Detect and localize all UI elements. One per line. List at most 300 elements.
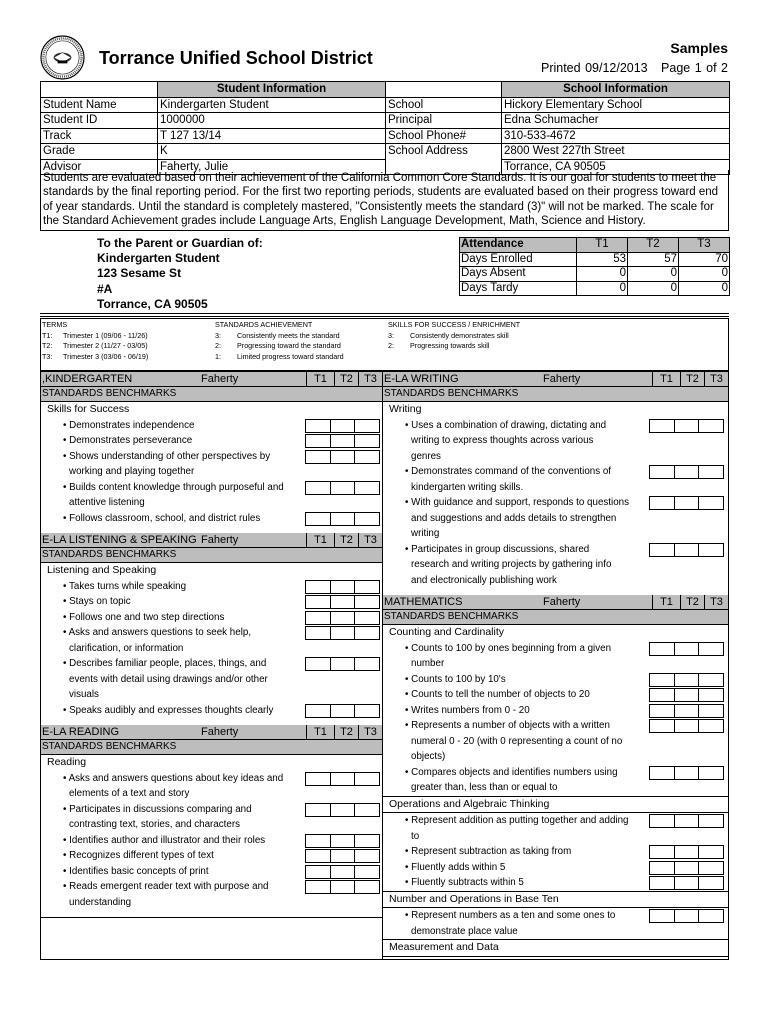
grade-box[interactable] <box>698 688 724 702</box>
student-value: K <box>158 144 386 160</box>
grade-box[interactable] <box>330 865 356 879</box>
grade-boxes <box>306 434 380 448</box>
grade-box[interactable] <box>649 909 675 923</box>
section-teacher: Faherty <box>201 534 239 546</box>
grade-box[interactable] <box>354 657 380 671</box>
district-seal-logo <box>40 35 85 80</box>
grade-box[interactable] <box>330 657 356 671</box>
grade-box[interactable] <box>698 876 724 890</box>
benchmark-item <box>41 594 382 610</box>
grade-box[interactable] <box>305 611 331 625</box>
benchmark-text: • Represent addition as putting together and adding <box>405 815 629 826</box>
grade-box[interactable] <box>649 496 675 510</box>
grade-boxes <box>306 580 380 594</box>
grade-box[interactable] <box>674 814 700 828</box>
grade-box[interactable] <box>305 626 331 640</box>
student-value: Faherty, Julie <box>158 159 386 175</box>
benchmark-item <box>41 610 382 626</box>
attendance-value: 0 <box>679 267 730 282</box>
grade-box[interactable] <box>649 688 675 702</box>
grade-box[interactable] <box>698 543 724 557</box>
section-name: ,KINDERGARTEN <box>42 373 133 385</box>
legend-heading: TERMS <box>42 320 68 329</box>
benchmark-text: • Fluently subtracts within 5 <box>405 877 524 888</box>
grade-box[interactable] <box>649 465 675 479</box>
term-header: T3 <box>704 372 728 386</box>
grade-box[interactable] <box>354 611 380 625</box>
legend-row <box>42 352 148 363</box>
grade-boxes <box>306 626 380 640</box>
attendance-term: T1 <box>577 238 628 253</box>
grade-box[interactable] <box>698 861 724 875</box>
page-number: Page 1 of 2 <box>661 61 728 75</box>
benchmark-text: • Asks and answers questions about key ideas and <box>63 772 284 784</box>
attendance-value: 70 <box>679 252 730 267</box>
school-value: 2800 West 227th Street <box>502 144 730 160</box>
grade-box[interactable] <box>674 704 700 718</box>
grade-box[interactable] <box>354 865 380 879</box>
benchmark-text: • Writes numbers from 0 - 20 <box>405 704 530 716</box>
legend-row <box>215 341 344 352</box>
benchmark-item <box>41 656 382 703</box>
section <box>383 372 728 595</box>
address-street: 123 Sesame St <box>97 266 182 281</box>
legend-code: T1: <box>42 330 53 340</box>
grade-box[interactable] <box>354 434 380 448</box>
grade-box[interactable] <box>698 673 724 687</box>
grade-box[interactable] <box>330 611 356 625</box>
grade-box[interactable] <box>698 719 724 733</box>
benchmark-text: to <box>411 830 420 842</box>
term-header: T2 <box>680 595 704 609</box>
benchmark-item <box>383 542 728 589</box>
benchmark-text: • Represent numbers as a ten and some ones to <box>405 910 616 921</box>
grade-box[interactable] <box>305 419 331 433</box>
benchmark-text: • Speaks audibly and expresses thoughts clearly <box>63 704 274 716</box>
benchmark-item <box>41 418 382 434</box>
benchmark-item <box>41 848 382 864</box>
divider-line <box>40 313 729 314</box>
benchmark-text: demonstrate place value <box>411 925 518 937</box>
benchmark-item <box>41 864 382 880</box>
grade-box[interactable] <box>354 772 380 786</box>
grade-box[interactable] <box>649 673 675 687</box>
benchmark-item <box>41 625 382 656</box>
benchmark-item <box>41 579 382 595</box>
grade-box[interactable] <box>674 496 700 510</box>
grade-boxes <box>306 419 380 433</box>
legend-code: 2: <box>215 341 221 350</box>
benchmark-text: contrasting text, stories, and characters <box>69 819 240 830</box>
grade-box[interactable] <box>305 834 331 848</box>
grade-box[interactable] <box>649 543 675 557</box>
grade-box[interactable] <box>354 450 380 464</box>
grade-box[interactable] <box>649 814 675 828</box>
benchmark-item <box>383 813 728 844</box>
grade-boxes <box>306 803 380 817</box>
benchmark-item <box>41 449 382 480</box>
section-name: E-LA LISTENING & SPEAKING <box>42 534 197 546</box>
grade-box[interactable] <box>698 496 724 510</box>
term-header: T3 <box>358 533 382 547</box>
grade-boxes <box>306 481 380 495</box>
benchmark-text: • Shows understanding of other perspectives by <box>63 450 271 462</box>
grade-boxes <box>306 772 380 786</box>
grade-box[interactable] <box>330 626 356 640</box>
printed-info <box>541 61 728 75</box>
benchmark-text: • Takes turns while speaking <box>63 580 187 592</box>
term-header: T2 <box>680 372 704 386</box>
grade-boxes <box>306 704 380 718</box>
grade-box[interactable] <box>305 481 331 495</box>
grade-box[interactable] <box>698 704 724 718</box>
category-title: Measurement and Data <box>383 939 728 957</box>
samples-label: Samples <box>670 40 728 56</box>
benchmark-item <box>41 480 382 511</box>
legend-text: Progressing toward the standard <box>237 341 341 350</box>
section-header <box>41 725 382 740</box>
section <box>383 595 728 957</box>
grade-boxes <box>650 861 724 875</box>
legend-row <box>42 331 148 342</box>
school-label: Principal <box>386 113 502 129</box>
benchmark-text: working and playing together <box>69 466 195 477</box>
benchmark-item <box>383 908 728 939</box>
grade-box[interactable] <box>674 688 700 702</box>
benchmark-text: • Builds content knowledge through purposeful and <box>63 481 284 493</box>
school-info-heading: School Information <box>502 82 730 98</box>
benchmark-item <box>383 875 728 891</box>
grade-box[interactable] <box>305 849 331 863</box>
grade-boxes <box>306 834 380 848</box>
grade-box[interactable] <box>649 719 675 733</box>
grade-box[interactable] <box>330 834 356 848</box>
grade-box[interactable] <box>698 766 724 780</box>
grade-box[interactable] <box>305 865 331 879</box>
benchmark-text: • Recognizes different types of text <box>63 850 214 861</box>
benchmark-text: • Follows one and two step directions <box>63 611 225 623</box>
grade-boxes <box>650 845 724 859</box>
info-corner-right <box>386 82 502 98</box>
grade-box[interactable] <box>330 704 356 718</box>
grade-boxes <box>306 512 380 526</box>
legend-code: T2: <box>42 341 53 350</box>
student-value: Kindergarten Student <box>158 97 386 113</box>
standards-benchmarks-label: STANDARDS BENCHMARKS <box>41 387 382 402</box>
attendance-value: 0 <box>679 281 730 296</box>
legend-text: Trimester 1 (09/06 - 11/26) <box>63 330 148 340</box>
benchmark-text: • Reads emergent reader text with purpose and <box>63 881 269 892</box>
left-column <box>40 371 383 960</box>
section-header <box>41 372 382 387</box>
legend-text: Consistently demonstrates skill <box>410 330 509 340</box>
legend-skills <box>388 320 520 352</box>
grade-box[interactable] <box>649 704 675 718</box>
benchmark-text: • With guidance and support, responds to questions <box>405 497 629 508</box>
section-header <box>41 533 382 548</box>
section-name: E-LA READING <box>42 726 120 738</box>
benchmark-text: and suggestions and adds details to strengthen <box>411 512 617 524</box>
grade-box[interactable] <box>649 419 675 433</box>
grade-boxes <box>306 595 380 609</box>
term-header: T1 <box>306 372 334 386</box>
attendance-term: T3 <box>679 238 730 253</box>
grade-box[interactable] <box>330 481 356 495</box>
benchmark-text: elements of a text and story <box>69 788 190 799</box>
benchmark-item <box>383 844 728 860</box>
section-header <box>383 595 728 610</box>
intro-paragraph: Students are evaluated based on their achievement of the California Common Core Standards. It is our goal for students to meet the standards by the final reporting period. For the first two reporting periods, students are evaluated based on their progress toward end of year standards. Until the standard is completely mastered, "Consistently meets the standard (3)" will not be marked. The scale for the Standard Achievement grades include Language Arts, English Language Development, Math, Science and History. <box>40 170 729 231</box>
benchmark-item <box>383 418 728 465</box>
grade-box[interactable] <box>305 434 331 448</box>
grade-boxes <box>650 766 724 780</box>
grade-box[interactable] <box>354 419 380 433</box>
benchmark-text: • Participates in group discussions, shared <box>405 543 590 555</box>
term-header: T1 <box>652 372 680 386</box>
benchmark-text: number <box>411 658 445 669</box>
grade-box[interactable] <box>305 704 331 718</box>
grade-box[interactable] <box>354 880 380 894</box>
legend-code: 3: <box>215 330 221 340</box>
grade-box[interactable] <box>354 803 380 817</box>
grade-box[interactable] <box>305 880 331 894</box>
grade-boxes <box>306 611 380 625</box>
attendance-value: 53 <box>577 252 628 267</box>
section-end-line <box>41 917 382 918</box>
student-info-heading: Student Information <box>158 82 386 98</box>
grade-boxes <box>650 496 724 510</box>
benchmark-text: • Demonstrates perseverance <box>63 435 193 446</box>
benchmark-text: • Compares objects and identifies numbers using <box>405 766 618 778</box>
grade-box[interactable] <box>354 849 380 863</box>
benchmark-text: genres <box>411 450 441 462</box>
address-heading: To the Parent or Guardian of: <box>97 236 263 250</box>
category-title: Counting and Cardinality <box>389 626 504 638</box>
grade-box[interactable] <box>354 595 380 609</box>
legend-box <box>40 318 729 371</box>
benchmark-text: • Uses a combination of drawing, dictating and <box>405 419 607 431</box>
grade-box[interactable] <box>330 434 356 448</box>
grade-boxes <box>650 719 724 733</box>
benchmark-text: • Counts to 100 by 10's <box>405 673 506 685</box>
benchmark-text: attentive listening <box>69 497 145 508</box>
benchmark-text: • Counts to tell the number of objects to 20 <box>405 689 590 700</box>
benchmark-item <box>383 765 728 796</box>
grade-box[interactable] <box>698 814 724 828</box>
grade-box[interactable] <box>305 657 331 671</box>
grade-box[interactable] <box>674 719 700 733</box>
benchmark-item <box>383 860 728 876</box>
benchmark-item <box>41 433 382 449</box>
section-spacer <box>383 588 728 595</box>
mailing-address <box>97 236 263 312</box>
benchmark-item <box>383 672 728 688</box>
grade-box[interactable] <box>330 595 356 609</box>
grade-box[interactable] <box>330 580 356 594</box>
section <box>41 533 382 725</box>
benchmark-text: visuals <box>69 689 99 700</box>
standards-benchmarks-label: STANDARDS BENCHMARKS <box>383 610 728 625</box>
legend-terms <box>42 320 148 362</box>
attendance-label: Days Absent <box>460 267 577 282</box>
divider-line <box>40 316 729 317</box>
grade-box[interactable] <box>674 876 700 890</box>
benchmark-item <box>383 641 728 672</box>
grade-box[interactable] <box>698 419 724 433</box>
student-label: Student Name <box>41 97 158 113</box>
grade-box[interactable] <box>649 861 675 875</box>
grade-box[interactable] <box>330 880 356 894</box>
attendance-value: 0 <box>628 267 679 282</box>
attendance-value: 0 <box>628 281 679 296</box>
section <box>41 725 382 917</box>
grade-boxes <box>650 704 724 718</box>
grade-box[interactable] <box>674 861 700 875</box>
term-header: T3 <box>704 595 728 609</box>
grade-box[interactable] <box>649 845 675 859</box>
grade-box[interactable] <box>674 673 700 687</box>
grade-box[interactable] <box>674 845 700 859</box>
benchmark-item <box>383 718 728 765</box>
standards-benchmarks-label: STANDARDS BENCHMARKS <box>41 548 382 563</box>
grade-box[interactable] <box>354 704 380 718</box>
benchmark-text: • Represents a number of objects with a written <box>405 720 610 731</box>
school-value: Edna Schumacher <box>502 113 730 129</box>
legend-row <box>215 352 344 363</box>
grade-box[interactable] <box>354 512 380 526</box>
attendance-value: 0 <box>577 267 628 282</box>
grade-box[interactable] <box>330 772 356 786</box>
category-title: Writing <box>389 403 422 415</box>
term-header: T3 <box>358 372 382 386</box>
legend-row <box>388 331 520 342</box>
grade-box[interactable] <box>305 512 331 526</box>
grade-box[interactable] <box>674 766 700 780</box>
grade-box[interactable] <box>330 419 356 433</box>
grade-box[interactable] <box>698 845 724 859</box>
attendance-value: 57 <box>628 252 679 267</box>
legend-heading: STANDARDS ACHIEVEMENT <box>215 320 313 329</box>
legend-standards <box>215 320 344 362</box>
grade-box[interactable] <box>698 909 724 923</box>
student-value: T 127 13/14 <box>158 128 386 144</box>
grade-box[interactable] <box>354 481 380 495</box>
benchmark-text: clarification, or information <box>69 642 184 654</box>
grade-box[interactable] <box>354 580 380 594</box>
grade-box[interactable] <box>354 834 380 848</box>
benchmark-text: • Asks and answers questions to seek help, <box>63 627 252 638</box>
grade-box[interactable] <box>305 450 331 464</box>
attendance-label: Days Tardy <box>460 281 577 296</box>
benchmark-item <box>41 879 382 910</box>
benchmark-text: • Demonstrates independence <box>63 419 195 431</box>
section-teacher: Faherty <box>201 373 239 385</box>
standards-benchmarks-label: STANDARDS BENCHMARKS <box>383 387 728 402</box>
term-header: T1 <box>306 725 334 739</box>
grade-box[interactable] <box>305 772 331 786</box>
category-title: Listening and Speaking <box>47 564 157 576</box>
benchmark-text: • Identifies author and illustrator and their roles <box>63 834 266 846</box>
section-teacher: Faherty <box>543 373 581 385</box>
grade-box[interactable] <box>674 543 700 557</box>
grade-box[interactable] <box>674 465 700 479</box>
grade-box[interactable] <box>649 642 675 656</box>
section-spacer <box>41 526 382 533</box>
grade-box[interactable] <box>649 766 675 780</box>
student-label: Track <box>41 128 158 144</box>
benchmark-text: numeral 0 - 20 (with 0 representing a count of no <box>411 735 623 747</box>
benchmark-item <box>41 833 382 849</box>
benchmark-text: greater than, less than or equal to <box>411 782 558 793</box>
grade-box[interactable] <box>674 419 700 433</box>
section-header <box>383 372 728 387</box>
term-header: T2 <box>334 533 358 547</box>
benchmark-item <box>41 771 382 802</box>
benchmark-item <box>383 703 728 719</box>
school-label: School Address <box>386 144 502 160</box>
student-value: 1000000 <box>158 113 386 129</box>
benchmark-item <box>383 464 728 495</box>
school-value: Hickory Elementary School <box>502 97 730 113</box>
grade-box[interactable] <box>674 642 700 656</box>
attendance-term: T2 <box>628 238 679 253</box>
benchmark-text: and electronically publishing work <box>411 574 557 586</box>
grade-box[interactable] <box>674 909 700 923</box>
grade-box[interactable] <box>305 595 331 609</box>
legend-text: Consistently meets the standard <box>237 330 340 340</box>
legend-text: Limited progress toward standard <box>237 351 344 361</box>
legend-row <box>215 331 344 342</box>
grade-box[interactable] <box>330 450 356 464</box>
benchmark-text: • Follows classroom, school, and district rules <box>63 512 261 524</box>
grade-box[interactable] <box>698 642 724 656</box>
grade-box[interactable] <box>354 626 380 640</box>
grade-boxes <box>306 450 380 464</box>
grade-box[interactable] <box>305 580 331 594</box>
grade-box[interactable] <box>330 849 356 863</box>
benchmark-text: • Counts to 100 by ones beginning from a given <box>405 642 612 654</box>
legend-text: Progressing towards skill <box>410 341 490 350</box>
legend-code: 3: <box>388 330 394 340</box>
legend-text: Trimester 3 (03/06 - 06/19) <box>63 351 149 361</box>
grade-box[interactable] <box>649 876 675 890</box>
benchmark-text: events with detail using drawings and/or other <box>69 673 268 685</box>
term-header: T3 <box>358 725 382 739</box>
benchmark-item <box>383 687 728 703</box>
grade-boxes <box>306 657 380 671</box>
term-header: T2 <box>334 725 358 739</box>
benchmark-text: • Represent subtraction as taking from <box>405 846 572 857</box>
grade-boxes <box>306 880 380 894</box>
grade-box[interactable] <box>305 803 331 817</box>
grade-boxes <box>650 688 724 702</box>
school-label: School <box>386 97 502 113</box>
section-spacer <box>41 910 382 917</box>
benchmark-text: research and writing projects by gathering info <box>411 559 612 570</box>
grade-box[interactable] <box>698 465 724 479</box>
grade-boxes <box>650 909 724 923</box>
grade-boxes <box>650 642 724 656</box>
term-header: T1 <box>306 533 334 547</box>
grade-box[interactable] <box>330 803 356 817</box>
benchmark-text: • Identifies basic concepts of print <box>63 865 209 877</box>
category-title: Operations and Algebraic Thinking <box>383 796 728 814</box>
section-spacer <box>41 718 382 725</box>
student-label: Student ID <box>41 113 158 129</box>
grade-boxes <box>650 419 724 433</box>
grade-box[interactable] <box>330 512 356 526</box>
legend-text: Trimester 2 (11/27 - 03/05) <box>63 341 148 350</box>
